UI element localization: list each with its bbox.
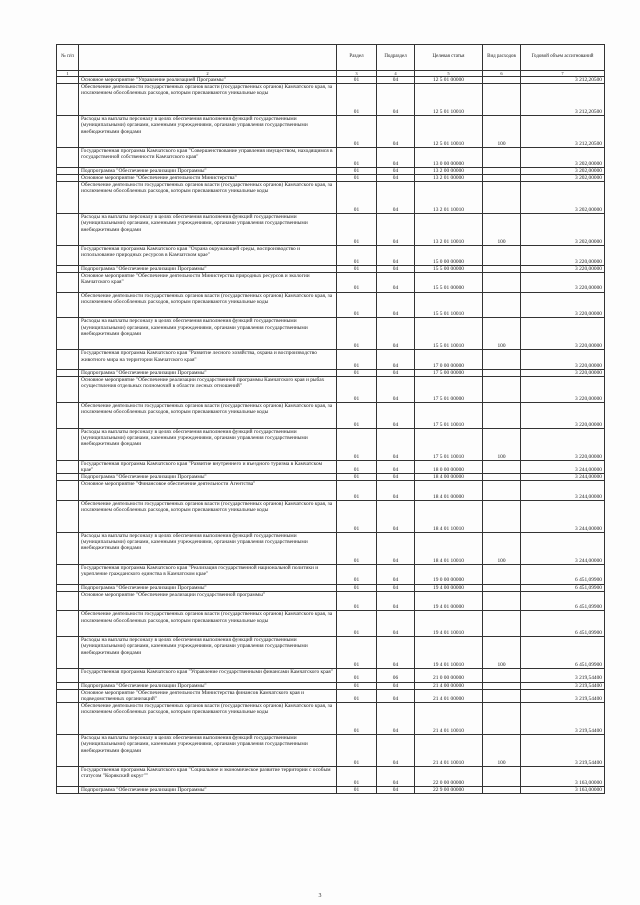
row-razdel-cell: 01 — [337, 148, 377, 168]
row-statya-cell: 21 4 01 10010 — [415, 735, 483, 767]
row-razdel-cell: 01 — [337, 669, 377, 682]
row-number-cell — [57, 84, 79, 116]
row-number-cell — [57, 77, 79, 84]
row-name-cell: Государственная программа Камчатского края "Социальное и экономическое развитие территории с особым статусом "Корякский округ"" — [79, 767, 337, 787]
header-number: № п/п — [57, 45, 79, 71]
row-amount-cell: 3 220,00000 — [521, 246, 605, 266]
row-amount-cell: 3 202,00000 — [521, 148, 605, 168]
row-name-cell: Основное мероприятие "Управление реализацией Программы" — [79, 77, 337, 84]
row-podrazdel-cell: 04 — [377, 369, 415, 376]
table-row — [57, 214, 605, 246]
row-vid-cell — [483, 77, 521, 84]
row-amount-cell: 3 202,00000 — [521, 167, 605, 174]
row-number-cell — [57, 735, 79, 767]
row-vid-cell — [483, 669, 521, 682]
row-razdel-cell: 01 — [337, 377, 377, 403]
row-name-cell: Расходы на выплаты персоналу в целях обеспечения выполнения функций государственными (муниципальными) органами, казенными учреждениями, органами управления государственными внебюджетными фондами — [79, 735, 337, 767]
index-cell: 4 — [377, 71, 415, 77]
row-statya-cell: 21 4 00 00000 — [415, 682, 483, 689]
row-number-cell — [57, 428, 79, 460]
row-statya-cell: 19 4 01 10010 — [415, 637, 483, 669]
row-podrazdel-cell: 04 — [377, 402, 415, 428]
row-vid-cell — [483, 84, 521, 116]
row-amount-cell: 3 212,20500 — [521, 116, 605, 148]
row-vid-cell — [483, 148, 521, 168]
row-podrazdel-cell: 04 — [377, 116, 415, 148]
row-podrazdel-cell: 04 — [377, 460, 415, 473]
index-cell: 6 — [483, 71, 521, 77]
row-name-cell: Государственная программа Камчатского края "Развитие внутреннего и въездного туризма в Камчатском крае" — [79, 460, 337, 473]
row-razdel-cell: 01 — [337, 273, 377, 293]
row-amount-cell: 3 220,00000 — [521, 350, 605, 370]
row-number-cell — [57, 350, 79, 370]
header-razdel: Раздел — [337, 45, 377, 71]
row-statya-cell: 13 2 00 00000 — [415, 167, 483, 174]
page-number: 3 — [318, 893, 322, 899]
table-body — [57, 77, 605, 794]
row-name-cell: Подпрограмма "Обеспечение реализации Программы" — [79, 369, 337, 376]
row-number-cell — [57, 564, 79, 584]
row-amount-cell: 3 220,00000 — [521, 377, 605, 403]
table-row — [57, 460, 605, 473]
row-podrazdel-cell: 04 — [377, 611, 415, 637]
row-name-cell: Государственная программа Камчатского края "Развитие лесного хозяйства, охрана и воспроизводство животного мира на территории Камчатского края" — [79, 350, 337, 370]
row-podrazdel-cell: 04 — [377, 318, 415, 350]
row-statya-cell: 18 4 01 10010 — [415, 500, 483, 532]
row-name-cell: Основное мероприятие "Обеспечение реализации государственной программы" — [79, 591, 337, 611]
row-statya-cell: 19 4 01 00000 — [415, 591, 483, 611]
row-amount-cell: 3 163,00000 — [521, 767, 605, 787]
table-row — [57, 175, 605, 182]
row-amount-cell: 6 451,09900 — [521, 637, 605, 669]
row-razdel-cell: 01 — [337, 182, 377, 214]
table-row — [57, 77, 605, 84]
row-podrazdel-cell: 04 — [377, 474, 415, 481]
row-amount-cell: 6 451,09900 — [521, 591, 605, 611]
row-razdel-cell: 01 — [337, 77, 377, 84]
row-statya-cell: 19 4 01 10010 — [415, 611, 483, 637]
row-statya-cell: 22 0 00 00000 — [415, 767, 483, 787]
row-name-cell: Обеспечение деятельности государственных органов власти (государственных органов) Камчатского края, за исключением обособленных расходов, которым присваиваются уникальные коды — [79, 611, 337, 637]
row-vid-cell — [483, 350, 521, 370]
row-name-cell: Подпрограмма "Обеспечение реализации Программы" — [79, 786, 337, 793]
row-amount-cell: 3 220,00000 — [521, 402, 605, 428]
row-razdel-cell: 01 — [337, 500, 377, 532]
row-podrazdel-cell: 04 — [377, 148, 415, 168]
index-cell: 3 — [337, 71, 377, 77]
row-vid-cell — [483, 460, 521, 473]
row-podrazdel-cell: 04 — [377, 84, 415, 116]
row-number-cell — [57, 481, 79, 501]
row-name-cell: Подпрограмма "Обеспечение реализации Программы" — [79, 265, 337, 272]
row-statya-cell: 15 5 01 10010 — [415, 318, 483, 350]
row-razdel-cell: 01 — [337, 175, 377, 182]
row-podrazdel-cell: 04 — [377, 735, 415, 767]
row-name-cell: Государственная программа Камчатского края "Управление государственными финансами Камчатского края" — [79, 669, 337, 682]
row-vid-cell — [483, 500, 521, 532]
row-razdel-cell: 01 — [337, 318, 377, 350]
row-vid-cell: 100 — [483, 116, 521, 148]
table-row — [57, 246, 605, 266]
row-razdel-cell: 01 — [337, 167, 377, 174]
row-razdel-cell: 01 — [337, 460, 377, 473]
row-vid-cell — [483, 474, 521, 481]
row-podrazdel-cell: 04 — [377, 167, 415, 174]
row-number-cell — [57, 584, 79, 591]
index-cell: 2 — [79, 71, 337, 77]
row-podrazdel-cell: 04 — [377, 350, 415, 370]
row-amount-cell: 6 451,09900 — [521, 564, 605, 584]
row-vid-cell — [483, 584, 521, 591]
table-row — [57, 369, 605, 376]
row-razdel-cell: 01 — [337, 591, 377, 611]
row-razdel-cell: 01 — [337, 246, 377, 266]
row-number-cell — [57, 474, 79, 481]
table-row — [57, 682, 605, 689]
table-row — [57, 767, 605, 787]
row-name-cell: Подпрограмма "Обеспечение реализации Программы" — [79, 682, 337, 689]
row-statya-cell: 19 4 00 00000 — [415, 584, 483, 591]
table-row — [57, 584, 605, 591]
row-amount-cell: 3 219,54400 — [521, 669, 605, 682]
row-number-cell — [57, 637, 79, 669]
row-vid-cell — [483, 611, 521, 637]
row-razdel-cell: 01 — [337, 481, 377, 501]
row-razdel-cell: 01 — [337, 786, 377, 793]
row-number-cell — [57, 682, 79, 689]
row-number-cell — [57, 591, 79, 611]
row-podrazdel-cell: 04 — [377, 703, 415, 735]
row-podrazdel-cell: 04 — [377, 428, 415, 460]
row-statya-cell: 13 2 01 10010 — [415, 182, 483, 214]
row-number-cell — [57, 175, 79, 182]
row-amount-cell: 3 244,00000 — [521, 460, 605, 473]
table-row — [57, 84, 605, 116]
table-row — [57, 532, 605, 564]
table-row — [57, 377, 605, 403]
header-vid: Вид расходов — [483, 45, 521, 71]
table-row — [57, 611, 605, 637]
row-vid-cell — [483, 182, 521, 214]
row-vid-cell — [483, 689, 521, 702]
row-name-cell: Основное мероприятие "Обеспечение деятельности Министерства природных ресурсов и экологии Камчатского края" — [79, 273, 337, 293]
row-razdel-cell: 01 — [337, 532, 377, 564]
row-vid-cell — [483, 246, 521, 266]
row-name-cell: Обеспечение деятельности государственных органов власти (государственных органов) Камчатского края, за исключением обособленных расходов, которым присваиваются уникальные коды — [79, 84, 337, 116]
row-name-cell: Основное мероприятие "Обеспечение деятельности Министерства" — [79, 175, 337, 182]
row-podrazdel-cell: 04 — [377, 767, 415, 787]
row-razdel-cell: 01 — [337, 689, 377, 702]
row-number-cell — [57, 273, 79, 293]
header-podrazdel: Подраздел — [377, 45, 415, 71]
row-statya-cell: 12 5 01 00000 — [415, 77, 483, 84]
header-statya: Целевая статья — [415, 45, 483, 71]
row-razdel-cell: 01 — [337, 116, 377, 148]
row-name-cell: Расходы на выплаты персоналу в целях обеспечения выполнения функций государственными (муниципальными) органами, казенными учреждениями, органами управления государственными внебюджетными фондами — [79, 116, 337, 148]
table-row — [57, 116, 605, 148]
row-razdel-cell: 01 — [337, 84, 377, 116]
row-vid-cell: 100 — [483, 318, 521, 350]
row-vid-cell — [483, 402, 521, 428]
row-name-cell: Расходы на выплаты персоналу в целях обеспечения выполнения функций государственными (муниципальными) органами, казенными учреждениями, органами управления государственными внебюджетными фондами — [79, 637, 337, 669]
row-razdel-cell: 01 — [337, 682, 377, 689]
row-statya-cell: 21 4 01 10010 — [415, 703, 483, 735]
row-vid-cell — [483, 481, 521, 501]
row-razdel-cell: 01 — [337, 564, 377, 584]
row-statya-cell: 22 9 00 00000 — [415, 786, 483, 793]
row-statya-cell: 15 5 01 10010 — [415, 292, 483, 318]
row-name-cell: Обеспечение деятельности государственных органов власти (государственных органов) Камчатского края, за исключением обособленных расходов, которым присваиваются уникальные коды — [79, 182, 337, 214]
row-podrazdel-cell: 04 — [377, 500, 415, 532]
row-amount-cell: 3 220,00000 — [521, 428, 605, 460]
table-row — [57, 481, 605, 501]
row-number-cell — [57, 369, 79, 376]
row-amount-cell: 3 163,00000 — [521, 786, 605, 793]
row-name-cell: Подпрограмма "Обеспечение реализации Программы" — [79, 474, 337, 481]
row-razdel-cell: 01 — [337, 214, 377, 246]
row-number-cell — [57, 377, 79, 403]
row-statya-cell: 18 4 01 00000 — [415, 481, 483, 501]
row-statya-cell: 21 0 00 00000 — [415, 669, 483, 682]
row-amount-cell: 3 219,54400 — [521, 703, 605, 735]
row-amount-cell: 3 212,20500 — [521, 77, 605, 84]
row-name-cell: Расходы на выплаты персоналу в целях обеспечения выполнения функций государственными (муниципальными) органами, казенными учреждениями, органами управления государственными внебюджетными фондами — [79, 318, 337, 350]
row-name-cell: Основное мероприятие "Финансовое обеспечение деятельности Агентства" — [79, 481, 337, 501]
table-row — [57, 182, 605, 214]
row-amount-cell: 3 220,00000 — [521, 318, 605, 350]
row-number-cell — [57, 402, 79, 428]
row-number-cell — [57, 214, 79, 246]
row-vid-cell — [483, 786, 521, 793]
row-amount-cell: 6 451,09900 — [521, 584, 605, 591]
row-statya-cell: 12 5 01 10010 — [415, 84, 483, 116]
table-row — [57, 689, 605, 702]
row-vid-cell: 100 — [483, 214, 521, 246]
row-podrazdel-cell: 04 — [377, 532, 415, 564]
row-statya-cell: 17 5 01 10010 — [415, 428, 483, 460]
table-row — [57, 703, 605, 735]
table-row — [57, 474, 605, 481]
row-name-cell: Основное мероприятие "Обеспечение реализации государственной программы Камчатского края и рыбах осуществления отдельных полномочий в области лесных отношений" — [79, 377, 337, 403]
row-amount-cell: 3 244,00000 — [521, 481, 605, 501]
row-podrazdel-cell: 04 — [377, 637, 415, 669]
row-number-cell — [57, 703, 79, 735]
row-podrazdel-cell: 04 — [377, 689, 415, 702]
row-vid-cell — [483, 292, 521, 318]
header-name — [79, 45, 337, 71]
row-vid-cell: 100 — [483, 637, 521, 669]
row-podrazdel-cell: 04 — [377, 182, 415, 214]
row-razdel-cell: 01 — [337, 703, 377, 735]
row-number-cell — [57, 767, 79, 787]
table-row — [57, 428, 605, 460]
row-razdel-cell: 01 — [337, 350, 377, 370]
row-razdel-cell: 01 — [337, 735, 377, 767]
row-amount-cell: 6 451,09900 — [521, 611, 605, 637]
row-vid-cell: 100 — [483, 532, 521, 564]
row-number-cell — [57, 167, 79, 174]
row-razdel-cell: 01 — [337, 292, 377, 318]
row-statya-cell: 15 5 00 00000 — [415, 265, 483, 272]
table-row — [57, 637, 605, 669]
row-amount-cell: 3 220,00000 — [521, 273, 605, 293]
row-amount-cell: 3 220,00000 — [521, 292, 605, 318]
row-podrazdel-cell: 04 — [377, 584, 415, 591]
row-podrazdel-cell: 04 — [377, 265, 415, 272]
row-name-cell: Обеспечение деятельности государственных органов власти (государственных органов) Камчатского края, за исключением обособленных расходов, которым присваиваются уникальные коды — [79, 500, 337, 532]
row-statya-cell: 15 0 00 00000 — [415, 246, 483, 266]
row-podrazdel-cell: 04 — [377, 481, 415, 501]
row-podrazdel-cell: 06 — [377, 669, 415, 682]
row-amount-cell: 3 202,00000 — [521, 175, 605, 182]
row-name-cell: Государственная программа Камчатского края "Реализация государственной национальной политики и укрепление гражданского единства в Камчатском крае" — [79, 564, 337, 584]
row-number-cell — [57, 689, 79, 702]
row-statya-cell: 17 5 00 00000 — [415, 369, 483, 376]
row-amount-cell: 3 202,00000 — [521, 214, 605, 246]
index-cell: 1 — [57, 71, 79, 77]
row-podrazdel-cell: 04 — [377, 292, 415, 318]
row-amount-cell: 3 220,00000 — [521, 265, 605, 272]
row-vid-cell — [483, 377, 521, 403]
table-row — [57, 350, 605, 370]
row-statya-cell: 17 5 01 10010 — [415, 402, 483, 428]
row-number-cell — [57, 460, 79, 473]
table-row — [57, 292, 605, 318]
row-razdel-cell: 01 — [337, 637, 377, 669]
row-vid-cell — [483, 767, 521, 787]
row-number-cell — [57, 500, 79, 532]
row-vid-cell — [483, 273, 521, 293]
row-statya-cell: 21 4 01 00000 — [415, 689, 483, 702]
row-number-cell — [57, 532, 79, 564]
row-vid-cell — [483, 369, 521, 376]
row-name-cell: Расходы на выплаты персоналу в целях обеспечения выполнения функций государственными (муниципальными) органами, казенными учреждениями, органами управления государственными внебюджетными фондами — [79, 532, 337, 564]
row-statya-cell: 17 5 01 00000 — [415, 377, 483, 403]
header-amount: Годовой объем ассигнований — [521, 45, 605, 71]
row-amount-cell: 3 219,54400 — [521, 682, 605, 689]
row-podrazdel-cell: 04 — [377, 77, 415, 84]
row-name-cell: Государственная программа Камчатского края "Охрана окружающей среды, воспроизводство и использование природных ресурсов в Камчатском крае" — [79, 246, 337, 266]
row-number-cell — [57, 116, 79, 148]
row-razdel-cell: 01 — [337, 767, 377, 787]
row-amount-cell: 3 212,20500 — [521, 84, 605, 116]
row-razdel-cell: 01 — [337, 428, 377, 460]
row-vid-cell — [483, 682, 521, 689]
table-row — [57, 402, 605, 428]
row-statya-cell: 13 2 01 10010 — [415, 214, 483, 246]
row-vid-cell: 100 — [483, 428, 521, 460]
table-row — [57, 564, 605, 584]
table-row — [57, 786, 605, 793]
row-podrazdel-cell: 04 — [377, 214, 415, 246]
row-podrazdel-cell: 04 — [377, 564, 415, 584]
row-number-cell — [57, 611, 79, 637]
row-amount-cell: 3 219,54400 — [521, 735, 605, 767]
row-podrazdel-cell: 04 — [377, 246, 415, 266]
row-razdel-cell: 01 — [337, 402, 377, 428]
row-statya-cell: 12 5 01 10010 — [415, 116, 483, 148]
table-row — [57, 148, 605, 168]
row-podrazdel-cell: 04 — [377, 273, 415, 293]
row-statya-cell: 15 5 01 00000 — [415, 273, 483, 293]
row-statya-cell: 18 0 00 00000 — [415, 460, 483, 473]
row-number-cell — [57, 148, 79, 168]
row-vid-cell — [483, 591, 521, 611]
row-podrazdel-cell: 04 — [377, 682, 415, 689]
row-name-cell: Обеспечение деятельности государственных органов власти (государственных органов) Камчатского края, за исключением обособленных расходов, которым присваиваются уникальные коды — [79, 402, 337, 428]
row-name-cell: Обеспечение деятельности государственных органов власти (государственных органов) Камчатского края, за исключением обособленных расходов, которым присваиваются уникальные коды — [79, 703, 337, 735]
header-row — [57, 45, 605, 71]
row-statya-cell: 18 4 01 10010 — [415, 532, 483, 564]
row-podrazdel-cell: 04 — [377, 377, 415, 403]
row-name-cell: Обеспечение деятельности государственных органов власти (государственных органов) Камчатского края, за исключением обособленных расходов, которым присваиваются уникальные коды — [79, 292, 337, 318]
row-statya-cell: 18 4 00 00000 — [415, 474, 483, 481]
row-vid-cell — [483, 167, 521, 174]
table-row — [57, 669, 605, 682]
row-razdel-cell: 01 — [337, 584, 377, 591]
row-name-cell: Подпрограмма "Обеспечение реализации Программы" — [79, 584, 337, 591]
row-amount-cell: 3 202,00000 — [521, 182, 605, 214]
row-statya-cell: 13 0 00 00000 — [415, 148, 483, 168]
row-number-cell — [57, 292, 79, 318]
table-row — [57, 318, 605, 350]
row-amount-cell: 3 244,00000 — [521, 500, 605, 532]
table-row — [57, 591, 605, 611]
row-name-cell: Расходы на выплаты персоналу в целях обеспечения выполнения функций государственными (муниципальными) органами, казенными учреждениями, органами управления государственными внебюджетными фондами — [79, 428, 337, 460]
row-name-cell: Основное мероприятие "Обеспечение деятельности Министерства финансов Камчатского края и подведомственных организаций" — [79, 689, 337, 702]
row-number-cell — [57, 669, 79, 682]
table-row — [57, 735, 605, 767]
row-razdel-cell: 01 — [337, 474, 377, 481]
row-number-cell — [57, 246, 79, 266]
row-amount-cell: 3 219,54400 — [521, 689, 605, 702]
row-razdel-cell: 01 — [337, 265, 377, 272]
row-podrazdel-cell: 04 — [377, 591, 415, 611]
row-vid-cell: 100 — [483, 735, 521, 767]
row-razdel-cell: 01 — [337, 611, 377, 637]
index-cell: 7 — [521, 71, 605, 77]
row-name-cell: Расходы на выплаты персоналу в целях обеспечения выполнения функций государственными (муниципальными) органами, казенными учреждениями, органами управления государственными внебюджетными фондами — [79, 214, 337, 246]
row-podrazdel-cell: 04 — [377, 786, 415, 793]
row-amount-cell: 3 244,00000 — [521, 474, 605, 481]
row-razdel-cell: 01 — [337, 369, 377, 376]
row-name-cell: Подпрограмма "Обеспечение реализации Программы" — [79, 167, 337, 174]
row-number-cell — [57, 265, 79, 272]
row-vid-cell — [483, 265, 521, 272]
row-number-cell — [57, 318, 79, 350]
index-cell: 5 — [415, 71, 483, 77]
row-statya-cell: 17 0 00 00000 — [415, 350, 483, 370]
row-vid-cell — [483, 175, 521, 182]
budget-table — [56, 44, 605, 794]
table-row — [57, 500, 605, 532]
row-amount-cell: 3 220,00000 — [521, 369, 605, 376]
row-vid-cell — [483, 564, 521, 584]
row-number-cell — [57, 786, 79, 793]
table-row — [57, 265, 605, 272]
row-statya-cell: 19 0 00 00000 — [415, 564, 483, 584]
row-name-cell: Государственная программа Камчатского края "Совершенствование управления имуществом, находящимся в государственной собственности Камчатского края" — [79, 148, 337, 168]
row-statya-cell: 13 2 01 00000 — [415, 175, 483, 182]
row-amount-cell: 3 244,00000 — [521, 532, 605, 564]
row-vid-cell — [483, 703, 521, 735]
table-row — [57, 167, 605, 174]
table-row — [57, 273, 605, 293]
row-podrazdel-cell: 04 — [377, 175, 415, 182]
row-number-cell — [57, 182, 79, 214]
